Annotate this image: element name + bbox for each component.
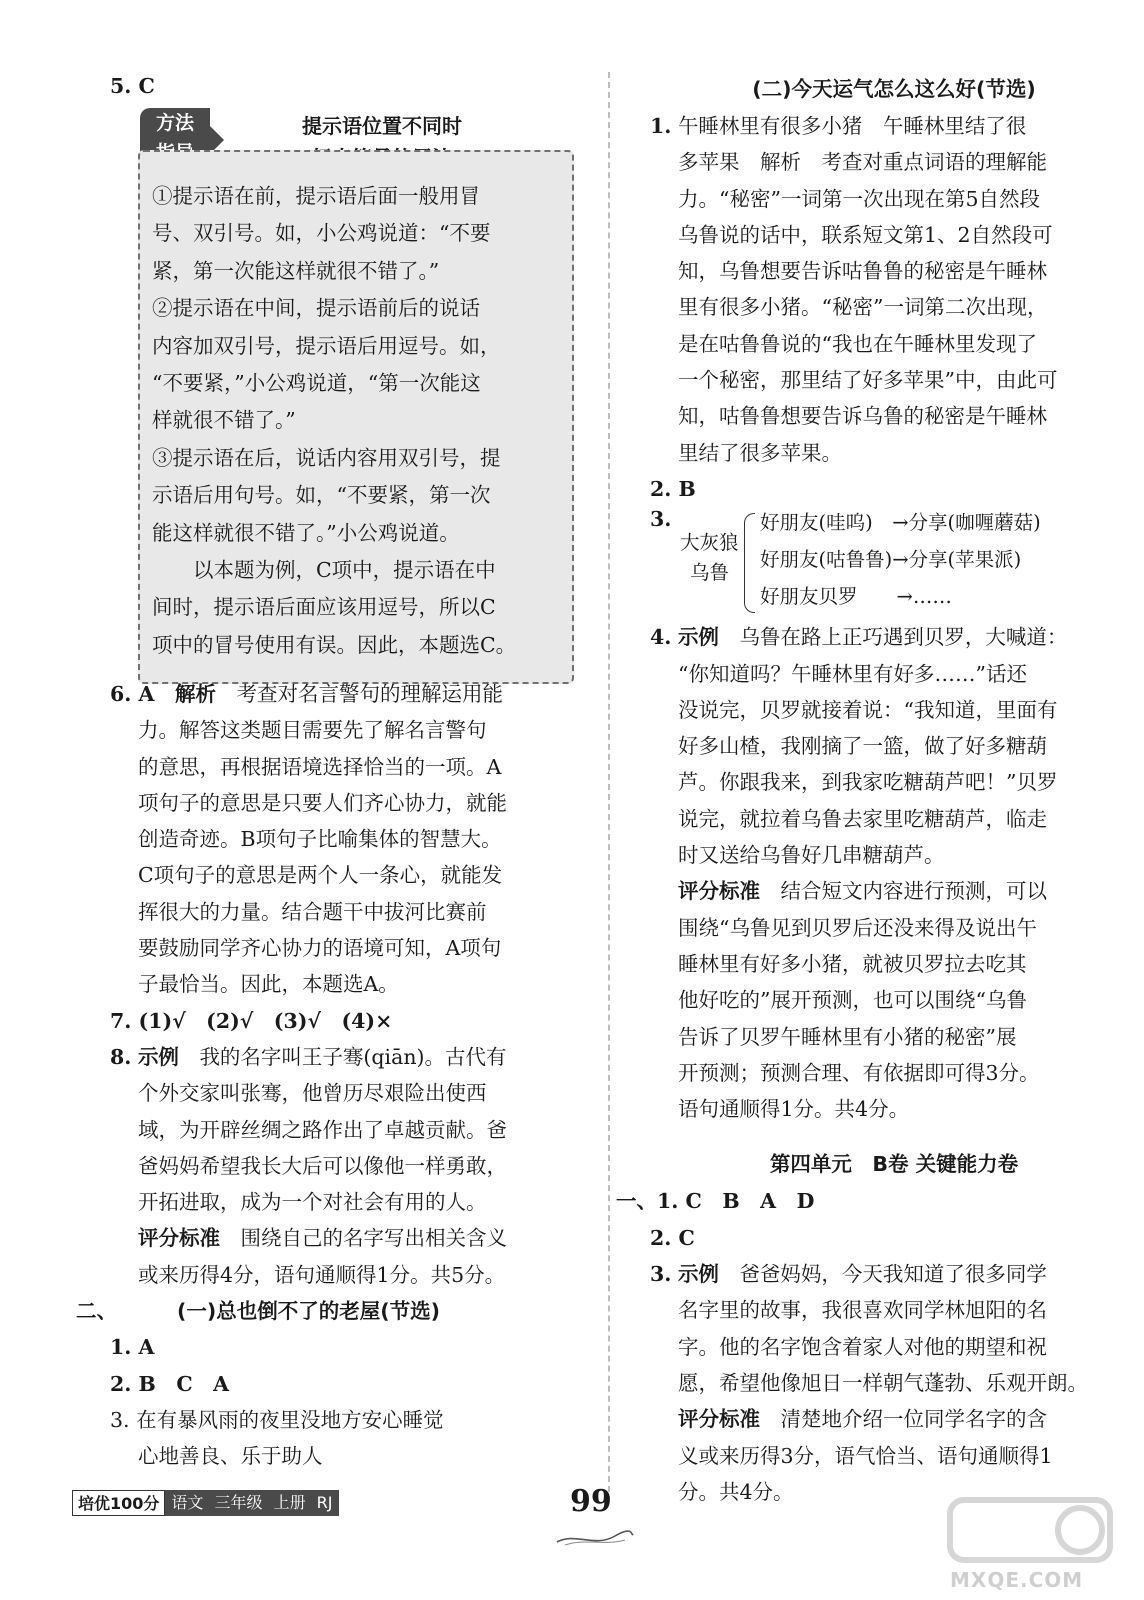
method-line-6: “不要紧，”小公鸡说道，“第一次能这 <box>152 371 481 396</box>
relationship-diagram <box>650 507 1138 619</box>
r-answer-1-line-1: 午睡林里有很多小猪 午睡林里结了很 <box>677 114 1027 138</box>
analysis-tag: 解析 <box>174 682 216 706</box>
answer-8-text: 我的名字叫王子骞(qiān)。古代有 <box>199 1044 507 1069</box>
right-column <box>616 70 1138 1510</box>
answer-8-number: 8. <box>110 1044 132 1069</box>
r-answer-1-number: 1. <box>650 114 672 138</box>
scoring-2-line-2: 睡林里有好多小猪，就被贝罗拉去吃其 <box>678 951 1027 976</box>
section-2-title: (一)总也倒不了的老屋(节选) <box>177 1299 440 1324</box>
diagram-row-1: 好朋友(哇呜) →分享(咖喱蘑菇) <box>760 511 1041 535</box>
method-line-5: 内容加双引号，提示语后用逗号。如， <box>152 333 501 358</box>
page-number: 99 <box>570 1484 612 1519</box>
scoring-tag-2: 评分标准 <box>678 879 760 904</box>
left-column <box>110 68 582 104</box>
method-line-8: ③提示语在后，说话内容用双引号，提 <box>152 445 501 470</box>
method-line-3: 紧，第一次能这样就很不错了。” <box>152 258 440 283</box>
answer-7: 7. (1)√ (2)√ (3)√ (4)× <box>110 1008 393 1033</box>
r-answer-1-line-9: 知，咕鲁鲁想要告诉乌鲁的秘密是午睡林 <box>678 404 1047 429</box>
r-answer-4-line-6: 时又送给乌鲁好几串糖葫芦。 <box>678 843 945 868</box>
answer-6-line-6: 挥很大的力量。结合题干中拔河比赛前 <box>138 899 487 924</box>
r-answer-4-text: 乌鲁在路上正巧遇到贝罗，大喊道： <box>739 625 1068 650</box>
r-answer-4-line-4: 芦。你跟我来，到我家吃糖葫芦吧！”贝罗 <box>678 770 1058 795</box>
left-column-lower <box>76 676 582 1475</box>
r-answer-1-line-3: 力。“秘密”一词第一次出现在第5自然段 <box>678 186 1041 211</box>
unit-answer-3-text: 爸爸妈妈，今天我知道了很多同学 <box>739 1262 1047 1287</box>
sec2-answer-3-line-2: 心地善良、乐于助人 <box>138 1444 323 1469</box>
method-title-line-1: 提示语位置不同时 <box>302 114 462 138</box>
sec2-answer-2: 2. B C A <box>110 1371 230 1396</box>
diagram-left-bottom: 乌鲁 <box>690 561 730 585</box>
method-line-13: 项中的冒号使用有误。因此，本题选C。 <box>152 632 517 657</box>
passage-2-title: (二)今天运气怎么这么好(节选) <box>752 77 1036 101</box>
method-tag-line-1: 方法 <box>155 112 194 134</box>
method-guide-box <box>138 150 574 684</box>
answer-8-line-4: 开拓进取，成为一个对社会有用的人。 <box>138 1190 487 1215</box>
example-tag-2: 示例 <box>677 625 719 650</box>
r-answer-1-line-2: 多苹果 解析 考查对重点词语的理解能 <box>678 150 1047 175</box>
answer-6-line-7: 要鼓励同学齐心协力的语境可知，A项句 <box>138 936 502 961</box>
r-answer-1-line-10: 里结了很多苹果。 <box>678 440 842 465</box>
method-line-1: ①提示语在前，提示语后面一般用冒 <box>152 184 480 208</box>
book-info: 语文 三年级 上册 RJ <box>165 1490 338 1516</box>
scoring-2-line-5: 开预测；预测合理、有依据即可得3分。 <box>678 1060 1040 1085</box>
example-tag: 示例 <box>137 1044 179 1069</box>
unit-answer-3-line-2: 字。他的名字饱含着家人对他的期望和祝 <box>678 1334 1047 1359</box>
r-answer-1-line-4: 乌鲁说的话中，联系短文第1、2自然段可 <box>678 222 1053 247</box>
unit-title: 第四单元 B卷 关键能力卷 <box>769 1152 1019 1177</box>
r-answer-4-line-1: “你知道吗？午睡林里有好多……”话还 <box>678 661 1027 686</box>
sec2-answer-3-line-1: 3. 在有暴风雨的夜里没地方安心睡觉 <box>110 1407 444 1432</box>
scoring-tag: 评分标准 <box>138 1226 220 1251</box>
answer-8-line-1: 个外交家叫张骞，他曾历尽艰险出使西 <box>138 1081 487 1106</box>
unit-answer-1: 一、1. C B A D <box>616 1189 815 1214</box>
example-tag-3: 示例 <box>677 1262 719 1287</box>
scoring-3-line-2: 分。共4分。 <box>678 1479 794 1504</box>
answer-6-number: 6. A <box>110 682 155 706</box>
diagram-brace <box>744 513 755 613</box>
scoring-line-1: 或来历得4分，语句通顺得1分。共5分。 <box>138 1262 506 1287</box>
method-line-9: 示语后用句号。如，“不要紧，第一次 <box>152 483 491 508</box>
r-answer-4-line-2: 没说完，贝罗就接着说：“我知道，里面有 <box>678 697 1058 722</box>
method-line-11: 以本题为例，C项中，提示语在中 <box>152 558 496 583</box>
scoring-text-3: 清楚地介绍一位同学名字的含 <box>780 1407 1047 1432</box>
r-answer-1-line-7: 是在咕鲁鲁说的“我也在午睡林里发现了 <box>678 331 1037 356</box>
answer-6-line-3: 项句子的意思是只要人们齐心协力，就能 <box>138 790 507 815</box>
answer-8-line-3: 爸妈妈希望我长大后可以像他一样勇敢， <box>138 1153 507 1178</box>
page-ornament <box>555 1528 635 1548</box>
r-answer-1-line-6: 里有很多小猪。“秘密”一词第二次出现， <box>678 295 1048 320</box>
method-line-4: ②提示语在中间，提示语前后的说话 <box>152 296 480 321</box>
answer-8-line-2: 域，为开辟丝绸之路作出了卓越贡献。爸 <box>138 1117 507 1142</box>
unit-answer-3-line-1: 名字里的故事，我很喜欢同学林旭阳的名 <box>678 1298 1047 1323</box>
scoring-2-line-3: 他好吃的”展开预测，也可以围绕“乌鲁 <box>678 988 1027 1013</box>
unit-answer-3-line-3: 愿，希望他像旭日一样朝气蓬勃、乐观开朗。 <box>678 1370 1088 1395</box>
r-answer-4-line-3: 好多山楂，我刚摘了一篮，做了好多糖葫 <box>678 734 1047 759</box>
r-answer-4-line-5: 说完，就拉着乌鲁去家里吃糖葫芦，临走 <box>678 806 1047 831</box>
unit-answer-2: 2. C <box>650 1225 695 1250</box>
scoring-tag-3: 评分标准 <box>678 1407 760 1432</box>
scoring-2-line-4: 告诉了贝罗午睡林里有小猪的秘密”展 <box>678 1024 1017 1049</box>
answer-5: 5. C <box>110 74 155 98</box>
scoring-2-line-6: 语句通顺得1分。共4分。 <box>678 1097 910 1122</box>
scoring-3-line-1: 义或来历得3分，语气恰当、语句通顺得1 <box>678 1443 1053 1468</box>
scoring-2-line-1: 围绕“乌鲁见到贝罗后还没来得及说出午 <box>678 915 1037 940</box>
method-line-12: 间时，提示语后面应该用逗号，所以C <box>152 595 496 620</box>
method-line-2: 号、双引号。如，小公鸡说道：“不要 <box>152 221 491 246</box>
answer-6-line-2: 的意思，再根据语境选择恰当的一项。A <box>138 754 502 779</box>
r-answer-1-line-8: 一个秘密，那里结了好多苹果”中，由此可 <box>678 368 1058 393</box>
unit-answer-3-number: 3. <box>650 1262 672 1287</box>
method-line-7: 样就很不错了。” <box>152 408 296 433</box>
sec2-answer-1: 1. A <box>110 1335 155 1360</box>
answer-6-text: 考查对名言警句的理解运用能 <box>236 682 503 706</box>
r-answer-1-line-5: 知，乌鲁想要告诉咕鲁鲁的秘密是午睡林 <box>678 259 1047 284</box>
r-answer-2: 2. B <box>650 476 696 501</box>
answer-6-line-1: 力。解答这类题目需要先了解名言警句 <box>138 718 487 743</box>
r-answer-3-number: 3. <box>650 507 672 532</box>
answer-6-line-4: 创造奇迹。B项句子比喻集体的智慧大。 <box>138 827 502 852</box>
book-brand: 培优100分 <box>72 1490 165 1516</box>
column-divider <box>608 72 610 1502</box>
diagram-row-3: 好朋友贝罗 →…… <box>760 585 952 609</box>
diagram-row-2: 好朋友(咕鲁鲁)→分享(苹果派) <box>760 548 1022 572</box>
section-2-label: 二、 <box>76 1299 117 1324</box>
book-badge <box>72 1490 339 1516</box>
answer-6-line-8: 子最恰当。因此，本题选A。 <box>138 972 399 997</box>
scoring-text: 围绕自己的名字写出相关含义 <box>240 1226 507 1251</box>
diagram-left-top: 大灰狼 <box>680 531 739 555</box>
scoring-text-2: 结合短文内容进行预测，可以 <box>780 879 1047 904</box>
r-answer-4-number: 4. <box>650 625 672 650</box>
answer-6-line-5: C项句子的意思是两个人一条心，就能发 <box>138 863 503 888</box>
watermark-text: MXQE.COM <box>950 1568 1084 1592</box>
method-line-10: 能这样就很不错了。”小公鸡说道。 <box>152 520 460 545</box>
